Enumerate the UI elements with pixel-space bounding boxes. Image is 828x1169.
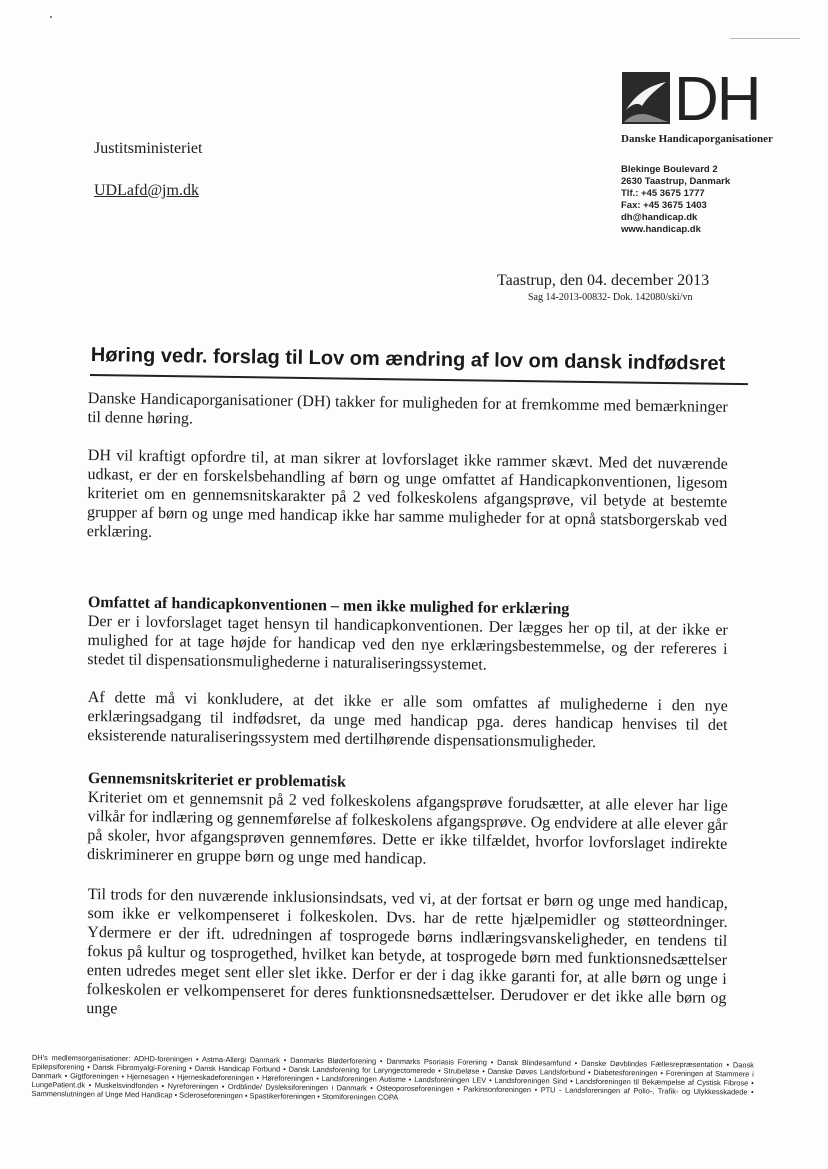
member-organisations-footer: DH's medlemsorganisationer: ADHD-foreningen • Astma-Allergi Danmark • Danmarks Bløderforening • Danmarks Psoriasis Forening • Dansk Blindesamfund • Danske Døvblindes Fællesrepræsentation • Dansk Epilepsiforening • Dansk Fibromyalgi-Forening • Dansk Handicap Forbund • Dansk Landsforening for Laryngectomerede • Strubeløse • Danske Døves Landsforbund • Diabetesforeningen • Foreningen af Stammere i Danmark • Gigtforeningen • Hjernesagen • Hjerneskadeforeningen • Høreforeningen • Landsforeningen Autisme • Landsforeningen LEV • Landsforeningen Sind • Landsforeningen til Bekæmpelse af Cystisk Fibrose • LungePatient.dk • Muskelsvindfonden • Nyreforeningen • Ordblinde/ Dysleksiforeningen i Danmark • Osteoporoseforeningen • Parkinsonforeningen • PTU - Landsforeningen af Polio-, Trafik- og Ulykkesskadede • Sammenslutningen af Unge Med Handicap • Scleroseforeningen • Spastikerforeningen • Stomiforeningen COPA [31,1053,754,1102]
org-name: Danske Handicaporganisationer [621,133,773,145]
scan-speck [50,16,52,18]
contact-phone: Tlf.: +45 3675 1777 [621,188,705,199]
recipient-name: Justitsministeriet [94,140,203,157]
recipient-email[interactable]: UDLafd@jm.dk [94,182,199,199]
contact-email[interactable]: dh@handicap.dk [621,212,698,223]
paragraph-convention: Der er i lovforslaget taget hensyn til handicapkonventionen. Der lægges her op til, at der ikke er mulighed for at tage højde for handicap ved den nye erklæringsbestemmelse, og der refereres i stedet til dispensationsmulighederne i naturaliseringssystemet. [87,612,728,674]
section-heading-average: Gennemsnitskriteriet er problematisk [87,770,347,791]
dateline: Taastrup, den 04. december 2013 [497,272,710,289]
paragraph-average: Kriteriet om et gennemsnit på 2 ved folkeskolens afgangsprøve forudsætter, at alle elever har lige vilkår for indlæring og gennemførelse af folkeskolens afgangsprøve. Og endvidere at alle elever går på skoler, hvor afgangsprøven gennemføres. Dette er ikke tilfældet, hvorfor lovforslaget indirekte diskriminerer en gruppe børn og unge med handicap. [86,788,728,868]
paragraph-intro: Danske Handicaporganisationer (DH) takker for muligheden for at fremkomme med bemærkninger til denne høring. [87,389,728,428]
recipient-block [94,140,202,200]
paragraph-appeal: DH vil kraftigt opfordre til, at man sikrer at lovforslaget ikke rammer skævt. Med det nuværende udkast, er der en forskelsbehandling af børn og unge omfattet af Handicapkonventionen, ligesom kriteriet om en gennemsnitskarakter på 2 ved folkeskolens afgangsprøve, vil betyde at bestemte grupper af børn og unge med handicap ikke har samme muligheder for at opnå statsborgerskab ved erklæring. [86,446,728,541]
dh-bird-icon [622,72,670,124]
contact-fax: Fax: +45 3675 1403 [621,200,707,211]
contact-web[interactable]: www.handicap.dk [621,224,701,235]
scan-line [730,38,800,39]
logo-letters: DH [674,65,760,134]
paragraph-conclusion: Af dette må vi konkludere, at det ikke er alle som omfattes af mulighederne i den nye erklæringsadgang til indfødsret, da unge med handicap pga. deres handicap henvises til det eksisterende naturaliseringssystem med dertilhørende dispensationsmuligheder. [87,688,728,752]
title-underline [90,374,748,385]
contact-block [621,164,730,236]
case-reference: Sag 14-2013-00832- Dok. 142080/ski/vn [528,292,693,303]
dh-logo [622,65,782,134]
paragraph-inclusion: Til trods for den nuværende inklusionsindsats, ved vi, at der fortsat er børn og unge med handicap, som ikke er velkompenseret i folkeskolen. Dvs. har de rette hjælpemidler og støtteordninger. Ydermere er der ift. udredningen af tosprogede børns indlæringsvanskeligheder, en tendens til fokus på kultur og tosprogethed, hvilket kan betyde, at tosprogede børn med funktionsnedsættelser enten udredes meget sent eller slet ikke. Derfor er der i dag ikke garanti for, at alle børn og unge i folkeskolen er velkompenseret for deres funktionsnedsættelser. Derudover er det ikke alle børn og unge [86,885,728,1018]
section-heading-convention: Omfattet af handicapkonventionen – men ikke mulighed for erklæring [87,594,570,618]
letter-title: Høring vedr. forslag til Lov om ændring af lov om dansk indfødsret [90,344,726,375]
contact-city: 2630 Taastrup, Danmark [621,176,731,187]
contact-address: Blekinge Boulevard 2 [621,164,718,175]
